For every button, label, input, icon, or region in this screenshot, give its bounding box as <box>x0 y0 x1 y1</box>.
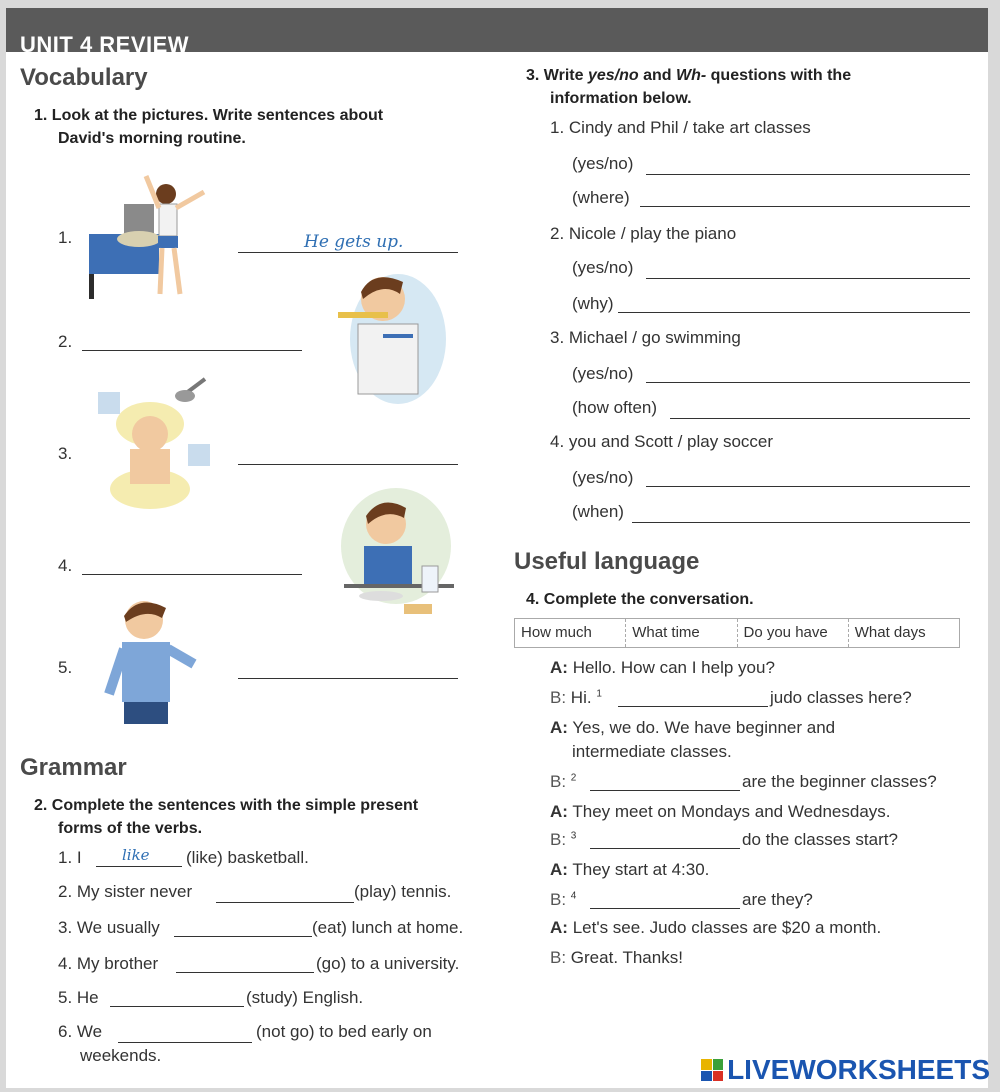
question-4-prompt: 4. you and Scott / play soccer <box>550 432 774 451</box>
conversation-line: A: Let's see. Judo classes are $20 a month. <box>550 918 882 937</box>
conversation-line: B: Great. Thanks! <box>550 948 683 967</box>
question-2-yesno-label: (yes/no) <box>572 258 634 277</box>
question-2-wh-label: (why) <box>572 294 614 313</box>
vocab-item-2-answer-line[interactable] <box>82 350 302 351</box>
grammar-item-5-end: (study) English. <box>246 988 364 1007</box>
question-1-wh-line[interactable] <box>640 206 970 207</box>
question-3-yesno-line[interactable] <box>646 382 970 383</box>
conversation-blank-4[interactable] <box>590 908 740 909</box>
grammar-item-3-end: (eat) lunch at home. <box>312 918 464 937</box>
useful-language-heading: Useful language <box>514 548 700 575</box>
boy-getting-dressed-picture <box>104 594 214 726</box>
word-bank-item: What days <box>854 624 926 641</box>
grammar-item-4-end: (go) to a university. <box>316 954 460 973</box>
vocab-item-3-answer-line[interactable] <box>238 464 458 465</box>
conversation-line-continuation: intermediate classes. <box>572 742 732 761</box>
grammar-item-2-end: (play) tennis. <box>354 882 452 901</box>
boy-getting-up-picture <box>84 164 214 304</box>
grammar-item-6-answer-line[interactable] <box>118 1042 252 1043</box>
question-1-yesno-line[interactable] <box>646 174 970 175</box>
boy-showering-picture <box>90 374 220 514</box>
grammar-item-1-end: (like) basketball. <box>186 848 309 867</box>
question-2-yesno-line[interactable] <box>646 278 970 279</box>
question-3-wh-line[interactable] <box>670 418 970 419</box>
conversation-line: B: $^2$ <box>550 772 577 791</box>
conversation-line: A: They meet on Mondays and Wednesdays. <box>550 802 891 821</box>
worksheet-page <box>6 8 988 1088</box>
question-1-prompt: 1. Cindy and Phil / take art classes <box>550 118 811 137</box>
vocab-item-3-number: 3. <box>58 444 73 463</box>
conversation-line-end: are the beginner classes? <box>742 772 937 791</box>
grammar-item-4-answer-line[interactable] <box>176 972 314 973</box>
question-3-yesno-label: (yes/no) <box>572 364 634 383</box>
question-3-prompt: 3. Michael / go swimming <box>550 328 741 347</box>
grammar-item-3-answer-line[interactable] <box>174 936 312 937</box>
grammar-item-5-start: 5. He <box>58 988 99 1007</box>
conversation-line: B: Hi. $^1$ <box>550 688 602 707</box>
question-4-wh-label: (when) <box>572 502 624 521</box>
grammar-item-1-answer-line[interactable] <box>96 866 182 867</box>
vocab-item-1-answer-line[interactable] <box>238 252 458 253</box>
conversation-line: B: $^3$ <box>550 830 577 849</box>
vocab-item-1-number: 1. <box>58 228 73 247</box>
question-2-wh-line[interactable] <box>618 312 970 313</box>
grammar-item-1-start: 1. I <box>58 848 82 867</box>
grammar-item-5-answer-line[interactable] <box>110 1006 244 1007</box>
conversation-blank-2[interactable] <box>590 790 740 791</box>
word-bank <box>514 618 960 648</box>
grammar-item-4-start: 4. My brother <box>58 954 159 973</box>
conversation-line: A: They start at 4:30. <box>550 860 710 879</box>
conversation-blank-3[interactable] <box>590 848 740 849</box>
conversation-line-end: do the classes start? <box>742 830 898 849</box>
vocab-item-4-answer-line[interactable] <box>82 574 302 575</box>
conversation-line: A: Yes, we do. We have beginner and <box>550 718 836 737</box>
grammar-item-2-answer-line[interactable] <box>216 902 354 903</box>
liveworksheets-logo: LIVEWORKSHEETS <box>701 1054 990 1086</box>
grammar-heading: Grammar <box>20 754 127 781</box>
vocabulary-instruction: 1. Look at the pictures. Write sentences about David's morning routine. <box>34 107 384 147</box>
question-1-yesno-label: (yes/no) <box>572 154 634 173</box>
word-bank-item: Do you have <box>738 619 849 647</box>
conversation-instruction: 4. Complete the conversation. <box>526 591 754 608</box>
unit-title: UNIT 4 REVIEW <box>20 32 190 57</box>
grammar-item-6-end: (not go) to bed early on <box>256 1022 432 1041</box>
boy-brushing-teeth-picture <box>328 264 448 404</box>
vocab-item-5-answer-line[interactable] <box>238 678 458 679</box>
question-4-wh-line[interactable] <box>632 522 970 523</box>
vocab-item-1-answer: He gets up. <box>304 232 404 252</box>
conversation-line: A: Hello. How can I help you? <box>550 658 775 677</box>
grammar-item-6-start: 6. We <box>58 1022 103 1041</box>
grammar-item-1-answer: like <box>122 846 150 864</box>
conversation-line-end: are they? <box>742 890 813 909</box>
grammar-item-2-start: 2. My sister never <box>58 882 193 901</box>
vocabulary-heading: Vocabulary <box>20 64 148 91</box>
boy-eating-breakfast-picture <box>326 486 456 621</box>
question-2-prompt: 2. Nicole / play the piano <box>550 224 737 243</box>
conversation-line: B: $^4$ <box>550 890 577 909</box>
question-4-yesno-line[interactable] <box>646 486 970 487</box>
vocab-item-2-number: 2. <box>58 332 73 351</box>
question-1-wh-label: (where) <box>572 188 630 207</box>
conversation-blank-1[interactable] <box>618 706 768 707</box>
question-3-wh-label: (how often) <box>572 398 658 417</box>
questions-instruction: 3. Write yes/no and Wh- questions with the information below. <box>526 67 852 107</box>
vocab-item-5-number: 5. <box>58 658 73 677</box>
grammar-item-6-continuation: weekends. <box>80 1046 162 1065</box>
grammar-item-3-start: 3. We usually <box>58 918 160 937</box>
word-bank-item: What time <box>626 619 737 647</box>
liveworksheets-mark-icon <box>701 1059 723 1081</box>
question-4-yesno-label: (yes/no) <box>572 468 634 487</box>
vocab-item-4-number: 4. <box>58 556 73 575</box>
conversation-line-end: judo classes here? <box>770 688 912 707</box>
word-bank-item: How much <box>515 619 626 647</box>
grammar-instruction: 2. Complete the sentences with the simple present forms of the verbs. <box>34 797 419 837</box>
